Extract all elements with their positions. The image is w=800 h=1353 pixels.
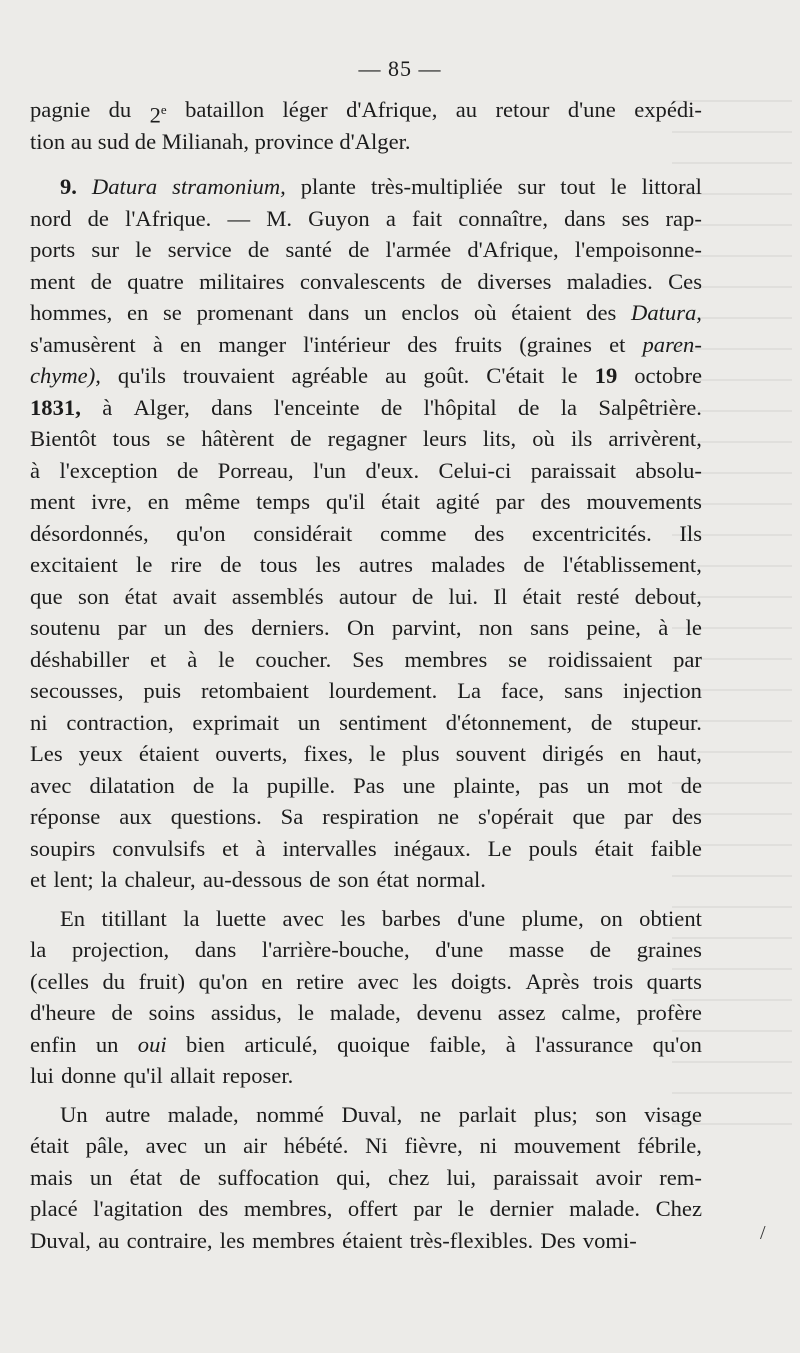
text-line: Duval, au contraire, les membres étaient très-flexibles. Des vomi- xyxy=(30,1227,637,1253)
text-line: Les yeux étaient ouverts, fixes, le plus souvent dirigés en haut, xyxy=(30,741,702,766)
text-line: excitaient le rire de tous les autres malades de l'établissement, xyxy=(30,552,702,577)
text-line: placé l'agitation des membres, offert par le dernier malade. Chez xyxy=(30,1196,702,1221)
text-line: que son état avait assemblés autour de lui. Il était resté debout, xyxy=(30,583,702,609)
text-line: 1831, à Alger, dans l'enceinte de l'hôpital de la Salpêtrière. xyxy=(30,394,702,420)
text-line: chyme), qu'ils trouvaient agréable au goût. C'était le 19 octobre xyxy=(30,363,702,388)
text-line: hommes, en se promenant dans un enclos où étaient des Datura, xyxy=(30,300,702,325)
text-line: nord de l'Afrique. — M. Guyon a fait connaître, dans ses rap- xyxy=(30,205,702,231)
text-line: pagnie du 2e bataillon léger d'Afrique, au retour d'une expédi- xyxy=(30,97,702,128)
text-line: la projection, dans l'arrière-bouche, d'une masse de graines xyxy=(30,937,702,962)
page-number: — 85 — xyxy=(358,56,442,81)
text-line: et lent; la chaleur, au-dessous de son état normal. xyxy=(30,867,486,892)
text-line: Bientôt tous se hâtèrent de regagner leurs lits, où ils arrivèrent, xyxy=(30,426,702,451)
paragraph-gap xyxy=(30,1092,702,1099)
text-line: (celles du fruit) qu'on en retire avec les doigts. Après trois quarts xyxy=(30,968,702,994)
text-line: d'heure de soins assidus, le malade, devenu assez calme, profère xyxy=(30,1000,702,1025)
text-line: à l'exception de Porreau, l'un d'eux. Celui-ci paraissait absolu- xyxy=(30,457,702,483)
margin-mark: / xyxy=(760,1222,766,1244)
text-line: soutenu par un des derniers. On parvint, non sans peine, à le xyxy=(30,615,702,640)
text-line: Un autre malade, nommé Duval, ne parlait plus; son visage xyxy=(60,1101,702,1127)
text-line: avec dilatation de la pupille. Pas une plainte, pas un mot de xyxy=(30,772,702,798)
text-line: soupirs convulsifs et à intervalles inégaux. Le pouls était faible xyxy=(30,835,702,861)
text-line: mais un état de suffocation qui, chez lui, paraissait avoir rem- xyxy=(30,1164,702,1190)
ordinal-number: 2 xyxy=(149,102,161,128)
body-text xyxy=(30,94,702,1256)
paragraph xyxy=(30,171,702,896)
text-line: lui donne qu'il allait reposer. xyxy=(30,1063,294,1088)
paragraph xyxy=(30,903,702,1092)
text-line: déshabiller et à le coucher. Ses membres se roidissaient par xyxy=(30,646,702,672)
text-line: ment de quatre militaires convalescents de diverses maladies. Ces xyxy=(30,268,702,294)
text-line: était pâle, avec un air hébété. Ni fièvre, ni mouvement fébrile, xyxy=(30,1133,702,1158)
text-line: ports sur le service de santé de l'armée d'Afrique, l'empoisonne- xyxy=(30,237,702,262)
paragraph-gap xyxy=(30,896,702,903)
text-line: En titillant la luette avec les barbes d'une plume, on obtient xyxy=(60,905,702,931)
ordinal-superscript: e xyxy=(160,102,167,117)
text-line: secousses, puis retombaient lourdement. La face, sans injection xyxy=(30,678,702,703)
paragraph xyxy=(30,1099,702,1257)
text-line: ment ivre, en même temps qu'il était agité par des mouvements xyxy=(30,489,702,514)
text-line: enfin un oui bien articulé, quoique faible, à l'assurance qu'on xyxy=(30,1031,702,1057)
text-line: réponse aux questions. Sa respiration ne s'opérait que par des xyxy=(30,804,702,829)
text-line: s'amusèrent à en manger l'intérieur des fruits (graines et paren- xyxy=(30,331,702,357)
paragraph-gap xyxy=(30,157,702,171)
text-line: désordonnés, qu'on considérait comme des excentricités. Ils xyxy=(30,520,702,546)
text-line: 9. Datura stramonium, plante très-multipliée sur tout le littoral xyxy=(60,174,702,199)
text-line: ni contraction, exprimait un sentiment d'étonnement, de stupeur. xyxy=(30,709,702,735)
text-line: tion au sud de Milianah, province d'Alger. xyxy=(30,128,411,154)
